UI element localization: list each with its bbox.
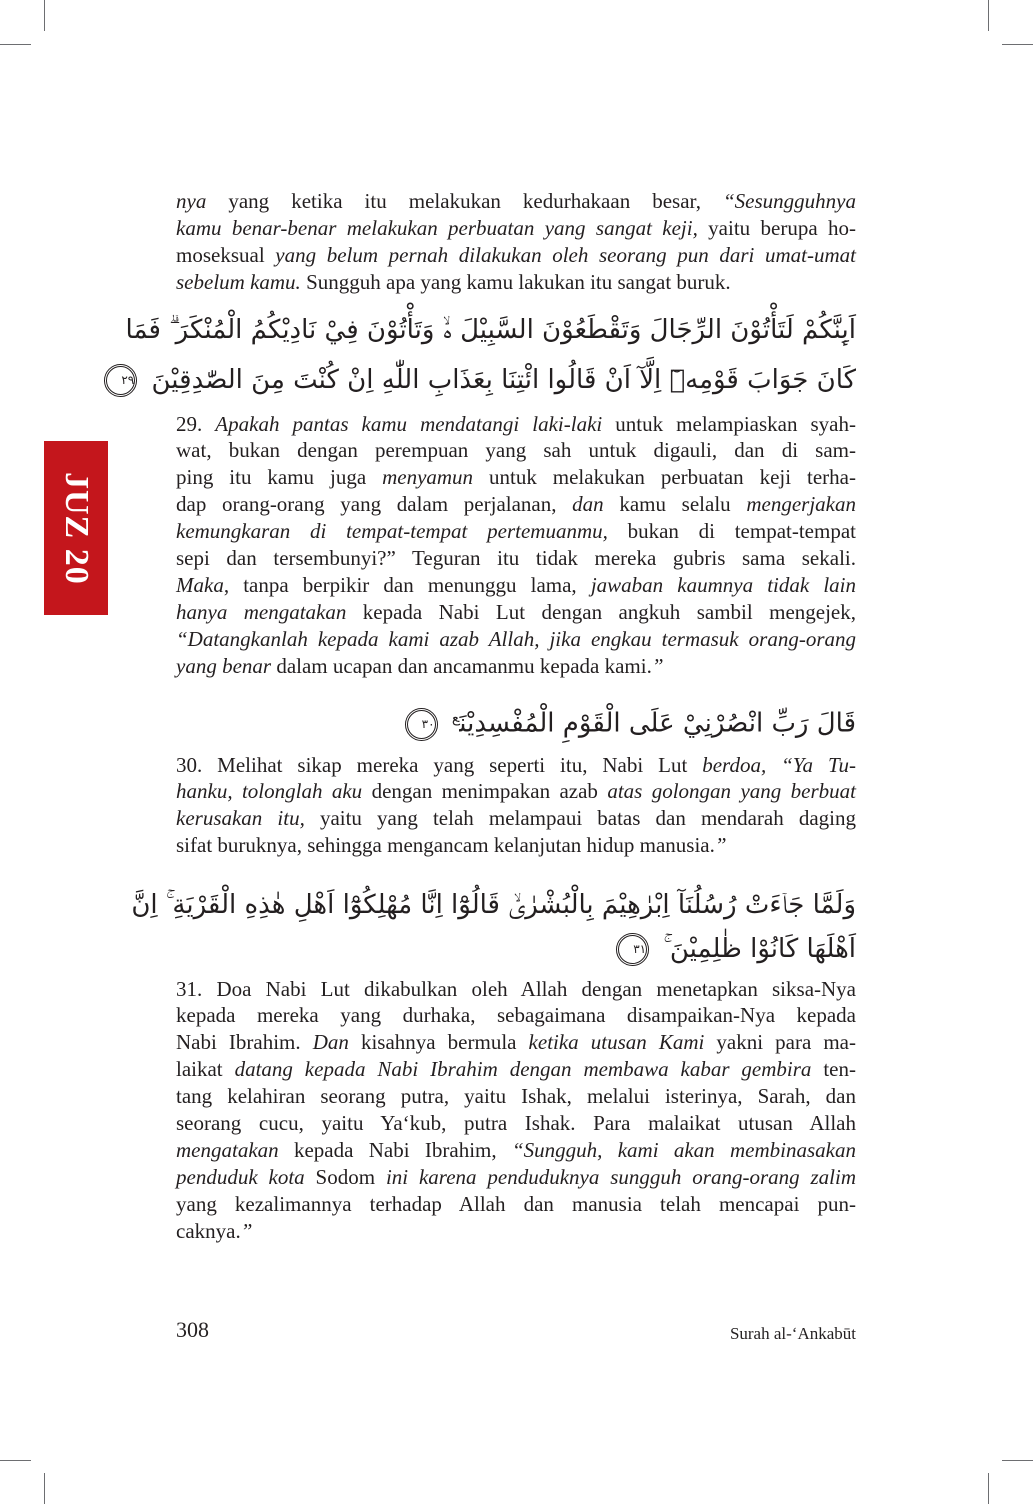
ayah-end-marker: ٢٩ [104,364,137,397]
roman-text: Sungguh apa yang kamu lakukan itu sangat buruk. [300,269,731,294]
roman-text: untuk melakukan perbuatan keji terha- [473,465,856,490]
text-line [176,491,856,518]
italic-text: hanya mengatakan [176,599,347,624]
crop-mark [988,1473,989,1504]
ayah-end-marker: ٣١ [616,933,649,966]
italic-text: “Sesungguhnya [723,189,856,213]
roman-text: tang kelahiran seorang putra, yaitu Ishak, melalui isterinya, Sarah, dan [176,1084,856,1109]
arabic-line [121,355,856,405]
commentary-30 [176,752,856,860]
italic-text: kamu benar-benar melakukan perbuatan yang sangat keji, [176,215,698,240]
roman-text: kisahnya bermula [348,1030,529,1055]
italic-text: dan [572,492,604,517]
text-line [176,1110,856,1137]
text-line [176,518,856,545]
text-line [176,188,856,215]
arabic-text: كَانَ جَوَابَ قَوْمِهٖٓ اِلَّآ اَنْ قَالُوا ائْتِنَا بِعَذَابِ اللّٰهِ اِنْ كُنْتَ مِنَ الصّٰدِقِيْنَ [151,365,856,395]
italic-text: “Sungguh, kami akan membinasakan [511,1137,856,1162]
italic-text: jawaban kaumnya tidak lain [590,572,856,597]
arabic-text: اَىِٕنَّكُمْ لَتَأْتُوْنَ الرِّجَالَ وَتَقْطَعُوْنَ السَّبِيْلَ ەۙ وَتَأْتُوْنَ فِيْ نَادِيْكُمُ الْمُنْكَرَ ۗ فَمَا [125,315,856,345]
italic-text: atas golongan yang berbuat [607,779,856,804]
roman-text: Sodom [304,1164,386,1189]
arabic-line [131,883,856,927]
text-line [176,215,856,242]
ayah-end-marker: ٣٠ [405,708,438,741]
roman-text: untuk melampiaskan syah- [602,411,856,436]
juz-side-tab [44,441,108,615]
roman-text: moseksual [176,242,276,267]
italic-text: mengatakan [176,1137,279,1162]
roman-text: kepada Nabi Lut dengan angkuh sambil mengejek, [346,599,856,624]
text-line [176,832,856,859]
italic-text: ini karena penduduknya sungguh orang-orang zalim [385,1164,856,1189]
italic-text: Dan [312,1030,349,1055]
intro-paragraph [176,188,856,296]
roman-text: seorang cucu, yaitu Ya‘kub, putra Ishak. Para malaikat utusan Allah [176,1110,856,1135]
italic-text: “Datangkanlah kepada kami azab Allah, jika engkau termasuk orang-orang [176,626,856,651]
commentary-31 [176,976,856,1245]
crop-mark [0,44,31,45]
text-line [176,1218,856,1245]
roman-text: kepada mereka yang durhaka, sebagaimana disampaikan-Nya kepada [176,1003,856,1028]
italic-text: Apakah pantas kamu mendatangi laki-laki [215,411,603,436]
crop-mark [0,1460,31,1461]
crop-mark [1002,1460,1033,1461]
roman-text: 31. Doa Nabi Lut dikabulkan oleh Allah dengan menetapkan siksa-Nya [176,976,856,1001]
roman-text: wat, bukan dengan perempuan yang sah untuk digauli, dan di sam- [176,438,856,463]
text-line [176,545,856,572]
arabic-text: قَالَ رَبِّ انْصُرْنِيْ عَلَى الْقَوْمِ الْمُفْسِدِيْنَ [459,708,856,739]
arabic-line [176,927,856,971]
text-line [176,1137,856,1164]
roman-text: yaitu yang telah melampaui batas dan mendarah daging [304,806,856,831]
roman-text: ten- [811,1057,856,1082]
roman-text: dalam ucapan dan ancamanmu kepada kami. [271,653,652,678]
roman-text: yang kezalimannya terhadap Allah dan manusia telah mencapai pun- [176,1191,856,1216]
roman-text: caknya. [176,1218,241,1243]
italic-text: ketika utusan Kami [528,1030,705,1055]
italic-text: kemungkaran di tempat-tempat pertemuanmu, [176,519,608,544]
arabic-line [176,693,856,743]
roman-text: kamu selalu [603,492,747,517]
crop-mark [988,0,989,31]
text-line [176,1029,856,1056]
text-line [176,976,856,1003]
text-line [176,805,856,832]
italic-text: sebelum kamu. [176,269,301,294]
running-head: Surah al-‘Ankabūt [729,1324,856,1343]
italic-text: datang kepada Nabi Ibrahim dengan membawa kabar gembira [234,1057,812,1082]
italic-text: menyamun [382,465,474,490]
text-line [176,653,856,680]
italic-text: mengerjakan [746,492,856,517]
ayah-31-arabic [131,883,856,971]
text-line [176,1164,856,1191]
roman-text: yaitu berupa ho- [697,215,856,240]
italic-text: ” [651,653,664,678]
italic-text: nya [176,189,207,213]
text-line [176,1191,856,1218]
ayah-30-arabic [176,693,856,743]
italic-text: penduduk kota [176,1164,305,1189]
roman-text: sepi dan tersembunyi?” Teguran itu tidak mereka gubris sama sekali. [176,545,856,570]
italic-text: berdoa, “Ya Tu- [702,752,856,777]
roman-text: laikat [176,1057,235,1082]
text-line [176,464,856,491]
roman-text: bukan di tempat-tempat [607,519,856,544]
roman-text: dap orang-orang yang dalam perjalanan, [176,492,573,517]
italic-text: yang benar [176,653,272,678]
roman-text: yang ketika itu melakukan kedurhakaan besar, [206,189,723,213]
text-line [176,242,856,269]
roman-text: sifat buruknya, sehingga mengancam kelanjutan hidup manusia. [176,833,715,858]
roman-text: 30. Melihat sikap mereka yang seperti itu, Nabi Lut [176,752,703,777]
text-line [176,626,856,653]
arabic-line [125,305,856,355]
text-line [176,269,856,296]
italic-text: kerusakan itu, [176,806,305,831]
text-line [176,1056,856,1083]
text-line [176,437,856,464]
roman-text: dengan menimpakan azab [362,779,608,804]
text-line [176,599,856,626]
commentary-29 [176,411,856,680]
italic-text: hanku, tolonglah aku [176,779,363,804]
roman-text: kepada Nabi Ibrahim, [278,1137,512,1162]
arabic-text: اَهْلَهَا كَانُوْا ظٰلِمِيْنَ ۚ [663,934,856,964]
roman-text: , tanpa berpikir dan menunggu lama, [223,572,591,597]
roman-text: 29. [176,411,216,436]
crop-mark [44,0,45,31]
text-line [176,778,856,805]
page-number: 308 [176,1317,209,1342]
roman-text: Nabi Ibrahim. [176,1030,313,1055]
text-line [176,1002,856,1029]
italic-text: ” [714,833,727,858]
ruku-mark: ع [451,710,460,726]
roman-text: ping itu kamu juga [176,465,383,490]
italic-text: ” [240,1218,253,1243]
roman-text: yakni para ma- [704,1030,856,1055]
arabic-text: وَلَمَّا جَاۤءَتْ رُسُلُنَآ اِبْرٰهِيْمَ بِالْبُشْرٰىۙ قَالُوْٓا اِنَّا مُهْلِكُوْٓا اَهْلِ هٰذِهِ الْقَرْيَةِ ۚ اِنَّ [131,890,856,920]
text-line [176,1083,856,1110]
text-line [176,752,856,779]
crop-mark [1002,44,1033,45]
italic-text: yang belum pernah dilakukan oleh seorang pun dari umat-umat [275,242,856,267]
crop-mark [44,1473,45,1504]
juz-tab-label: JUZ 20 [58,471,95,585]
text-line [176,411,856,438]
text-line [176,572,856,599]
italic-text: Maka [176,572,224,597]
ayah-29-arabic [121,305,856,405]
